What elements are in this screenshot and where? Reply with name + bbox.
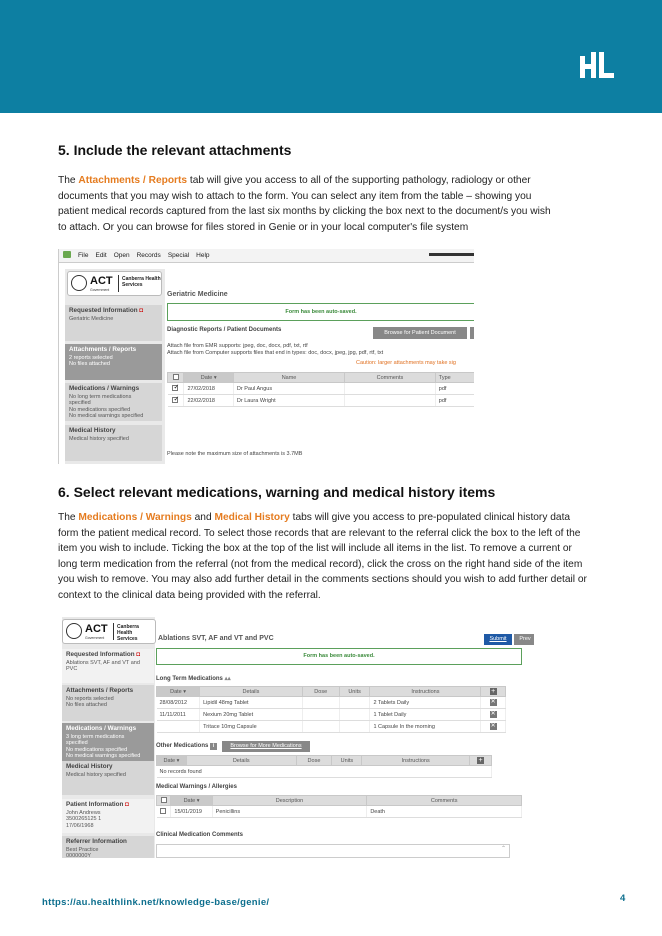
section6-paragraph: The Medications / Warnings and Medical History tabs will give you access to pre-populated clinical history data form the patient medical record. To select those records that are relevant to the referral click the box to the left of the item you wish to include. Ticking the box at the top of the list will include all items in the list. To remove a current or long term medication from the referral (not from the medical record), click the cross on the right hand side of the item you wish to remove. You may also add further detail in the comments sections should you wish to add further detail or context to the clinical data being provided with the referral. — [58, 512, 587, 601]
header-band — [0, 0, 662, 113]
documents-heading: Diagnostic Reports / Patient Documents — [167, 327, 282, 333]
menu-bar — [59, 249, 474, 263]
long-term-medications-heading: Long Term Medications ▴▴ — [156, 676, 231, 682]
clinical-comments-textarea[interactable] — [156, 844, 510, 858]
add-icon[interactable]: + — [491, 688, 496, 695]
remove-icon[interactable]: ✕ — [490, 723, 496, 729]
long-term-medications-table — [156, 686, 506, 733]
col-dose: Dose — [296, 756, 332, 766]
medications-warnings-highlight: Medications / Warnings — [78, 512, 192, 523]
col-date[interactable]: Date ▾ — [184, 373, 233, 383]
row-checkbox[interactable] — [172, 397, 178, 403]
prev-button[interactable]: Prev — [514, 634, 534, 645]
sidebar-item-requested-information[interactable]: Requested Information ◘ Ablations SVT, AF and VT and PVC — [62, 649, 154, 683]
act-logo: ACT Government Canberra Health Services — [62, 619, 156, 644]
submit-button[interactable]: Submit — [484, 634, 512, 645]
col-comments: Comments — [367, 796, 522, 806]
remove-icon[interactable]: ✕ — [490, 699, 496, 705]
sidebar-item-medications[interactable]: Medications / Warnings No long term medications specified No medications specified No medical warnings specified — [65, 383, 162, 421]
col-instructions: Instructions — [370, 687, 481, 697]
col-details: Details — [200, 687, 303, 697]
auto-saved-banner: Form has been auto-saved. — [167, 303, 474, 321]
menu-file[interactable]: File — [78, 252, 89, 259]
section6-heading: 6. Select relevant medications, warning and medical history items — [58, 484, 496, 500]
menu-open[interactable]: Open — [113, 252, 130, 259]
sidebar-item-patient-information[interactable]: Patient Information ◘ John Andrews 3500265125 1 17/06/1968 — [62, 799, 154, 833]
documents-table — [167, 372, 474, 407]
sidebar-item-medical-history[interactable]: Medical History Medical history specified — [62, 761, 154, 795]
healthlink-logo-icon — [578, 50, 618, 82]
menu-records[interactable]: Records — [136, 252, 161, 259]
computer-support-note: Attach file from Computer supports files that end in types: doc, docx, jpeg, jpg, pdf, rtf, txt — [167, 350, 384, 356]
col-details: Details — [186, 756, 296, 766]
caution-text: Caution: larger attachments may take sig — [356, 360, 456, 366]
col-type: Type — [435, 373, 474, 383]
extra-button[interactable] — [470, 327, 474, 339]
select-all-checkbox[interactable] — [161, 797, 167, 803]
attachments-screenshot — [58, 249, 474, 464]
other-medications-heading: Other Medications i — [156, 743, 217, 750]
menu-help[interactable]: Help — [196, 252, 210, 259]
browse-patient-document-button[interactable]: Browse for Patient Document — [373, 327, 467, 339]
col-description: Description — [212, 796, 367, 806]
sidebar-item-attachments[interactable]: Attachments / Reports 2 reports selected No files attached — [65, 344, 162, 380]
col-name: Name — [233, 373, 344, 383]
medical-warnings-heading: Medical Warnings / Allergies — [156, 784, 237, 790]
menu-special[interactable]: Special — [167, 252, 190, 259]
scroll-up-icon[interactable]: ⌃ — [501, 846, 507, 852]
col-units: Units — [339, 687, 370, 697]
act-emblem-icon — [66, 623, 82, 639]
footer-link[interactable]: https://au.healthlink.net/knowledge-base/genie/ — [42, 897, 270, 908]
other-medications-table — [156, 755, 492, 778]
select-all-checkbox[interactable] — [173, 374, 179, 380]
sidebar-item-referrer-information[interactable]: Referrer Information Best Practice 0000000Y — [62, 836, 154, 858]
table-row[interactable]: 15/01/2019 Penicillins Death — [157, 806, 522, 818]
row-checkbox[interactable] — [160, 808, 166, 814]
medical-warnings-table — [156, 795, 522, 818]
collapse-icon[interactable]: ▴▴ — [224, 676, 231, 682]
add-icon[interactable]: + — [478, 757, 483, 764]
page-number: 4 — [620, 893, 626, 904]
form-title: Ablations SVT, AF and VT and PVC — [158, 635, 274, 642]
sidebar-item-attachments[interactable]: Attachments / Reports No reports selected No files attached — [62, 685, 154, 721]
col-dose: Dose — [302, 687, 339, 697]
act-emblem-icon — [71, 275, 87, 291]
section5-paragraph: The Attachments / Reports tab will give you access to all of the supporting pathology, radiology or other documents that you may wish to attach to the form. You can select any item from the table – showing you patient medical records captured from the last six months by clicking the box next to the document/s you wish to attach. Or you can browse for files stored in Genie or in your local computer's file system — [58, 175, 551, 233]
table-row[interactable]: ✓ 27/02/2018 Dr Paul Angus pdf — [168, 383, 475, 395]
menu-edit[interactable]: Edit — [95, 252, 107, 259]
remove-icon[interactable]: ✕ — [490, 711, 496, 717]
table-row[interactable]: 28/08/2012 Lipidil 48mg Tablet 2 Tablets Daily ✕ — [157, 697, 506, 709]
auto-saved-banner: Form has been auto-saved. — [156, 648, 522, 665]
row-checkbox[interactable] — [172, 385, 178, 391]
col-date[interactable]: Date ▾ — [157, 756, 187, 766]
col-comments: Comments — [345, 373, 436, 383]
pdf-icon: ◘ — [136, 651, 141, 658]
max-size-note: Please note the maximum size of attachments is 3.7MB — [167, 451, 303, 457]
table-row[interactable]: 11/11/2011 Nexium 20mg Tablet 1 Tablet Daily ✕ — [157, 709, 506, 721]
window-bar — [429, 253, 474, 256]
pdf-icon: ◘ — [125, 801, 129, 808]
browse-more-medications-button[interactable]: Browse for More Medications — [222, 741, 310, 752]
act-logo: ACT Government Canberra Health Services — [67, 271, 162, 296]
table-row[interactable]: ✓ 22/02/2018 Dr Laura Wright pdf — [168, 395, 475, 407]
attachments-reports-highlight: Attachments / Reports — [78, 175, 188, 186]
col-date[interactable]: Date ▾ — [171, 796, 212, 806]
empty-message: No records found — [157, 766, 492, 778]
sidebar-item-medications[interactable]: Medications / Warnings 3 long term medications specified No medications specified No medical warnings specified — [62, 723, 154, 761]
sidebar-item-medical-history[interactable]: Medical History Medical history specified — [65, 425, 162, 461]
info-icon[interactable]: i — [210, 743, 217, 750]
app-icon — [63, 251, 71, 258]
medications-screenshot — [58, 617, 534, 858]
form-title: Geriatric Medicine — [167, 291, 228, 298]
col-units: Units — [332, 756, 362, 766]
sidebar-item-requested-information[interactable]: Requested Information ◘ Geriatric Medicine — [65, 305, 162, 341]
emr-support-note: Attach file from EMR supports: jpeg, doc, docx, pdf, txt, rtf — [167, 343, 308, 349]
medical-history-highlight: Medical History — [214, 512, 290, 523]
section5-heading: 5. Include the relevant attachments — [58, 142, 292, 158]
col-date[interactable]: Date ▾ — [157, 687, 200, 697]
clinical-comments-heading: Clinical Medication Comments — [156, 832, 244, 838]
col-instructions: Instructions — [362, 756, 470, 766]
table-row[interactable]: Tritace 10mg Capsule 1 Capsule In the morning ✕ — [157, 721, 506, 733]
pdf-icon: ◘ — [139, 307, 144, 314]
